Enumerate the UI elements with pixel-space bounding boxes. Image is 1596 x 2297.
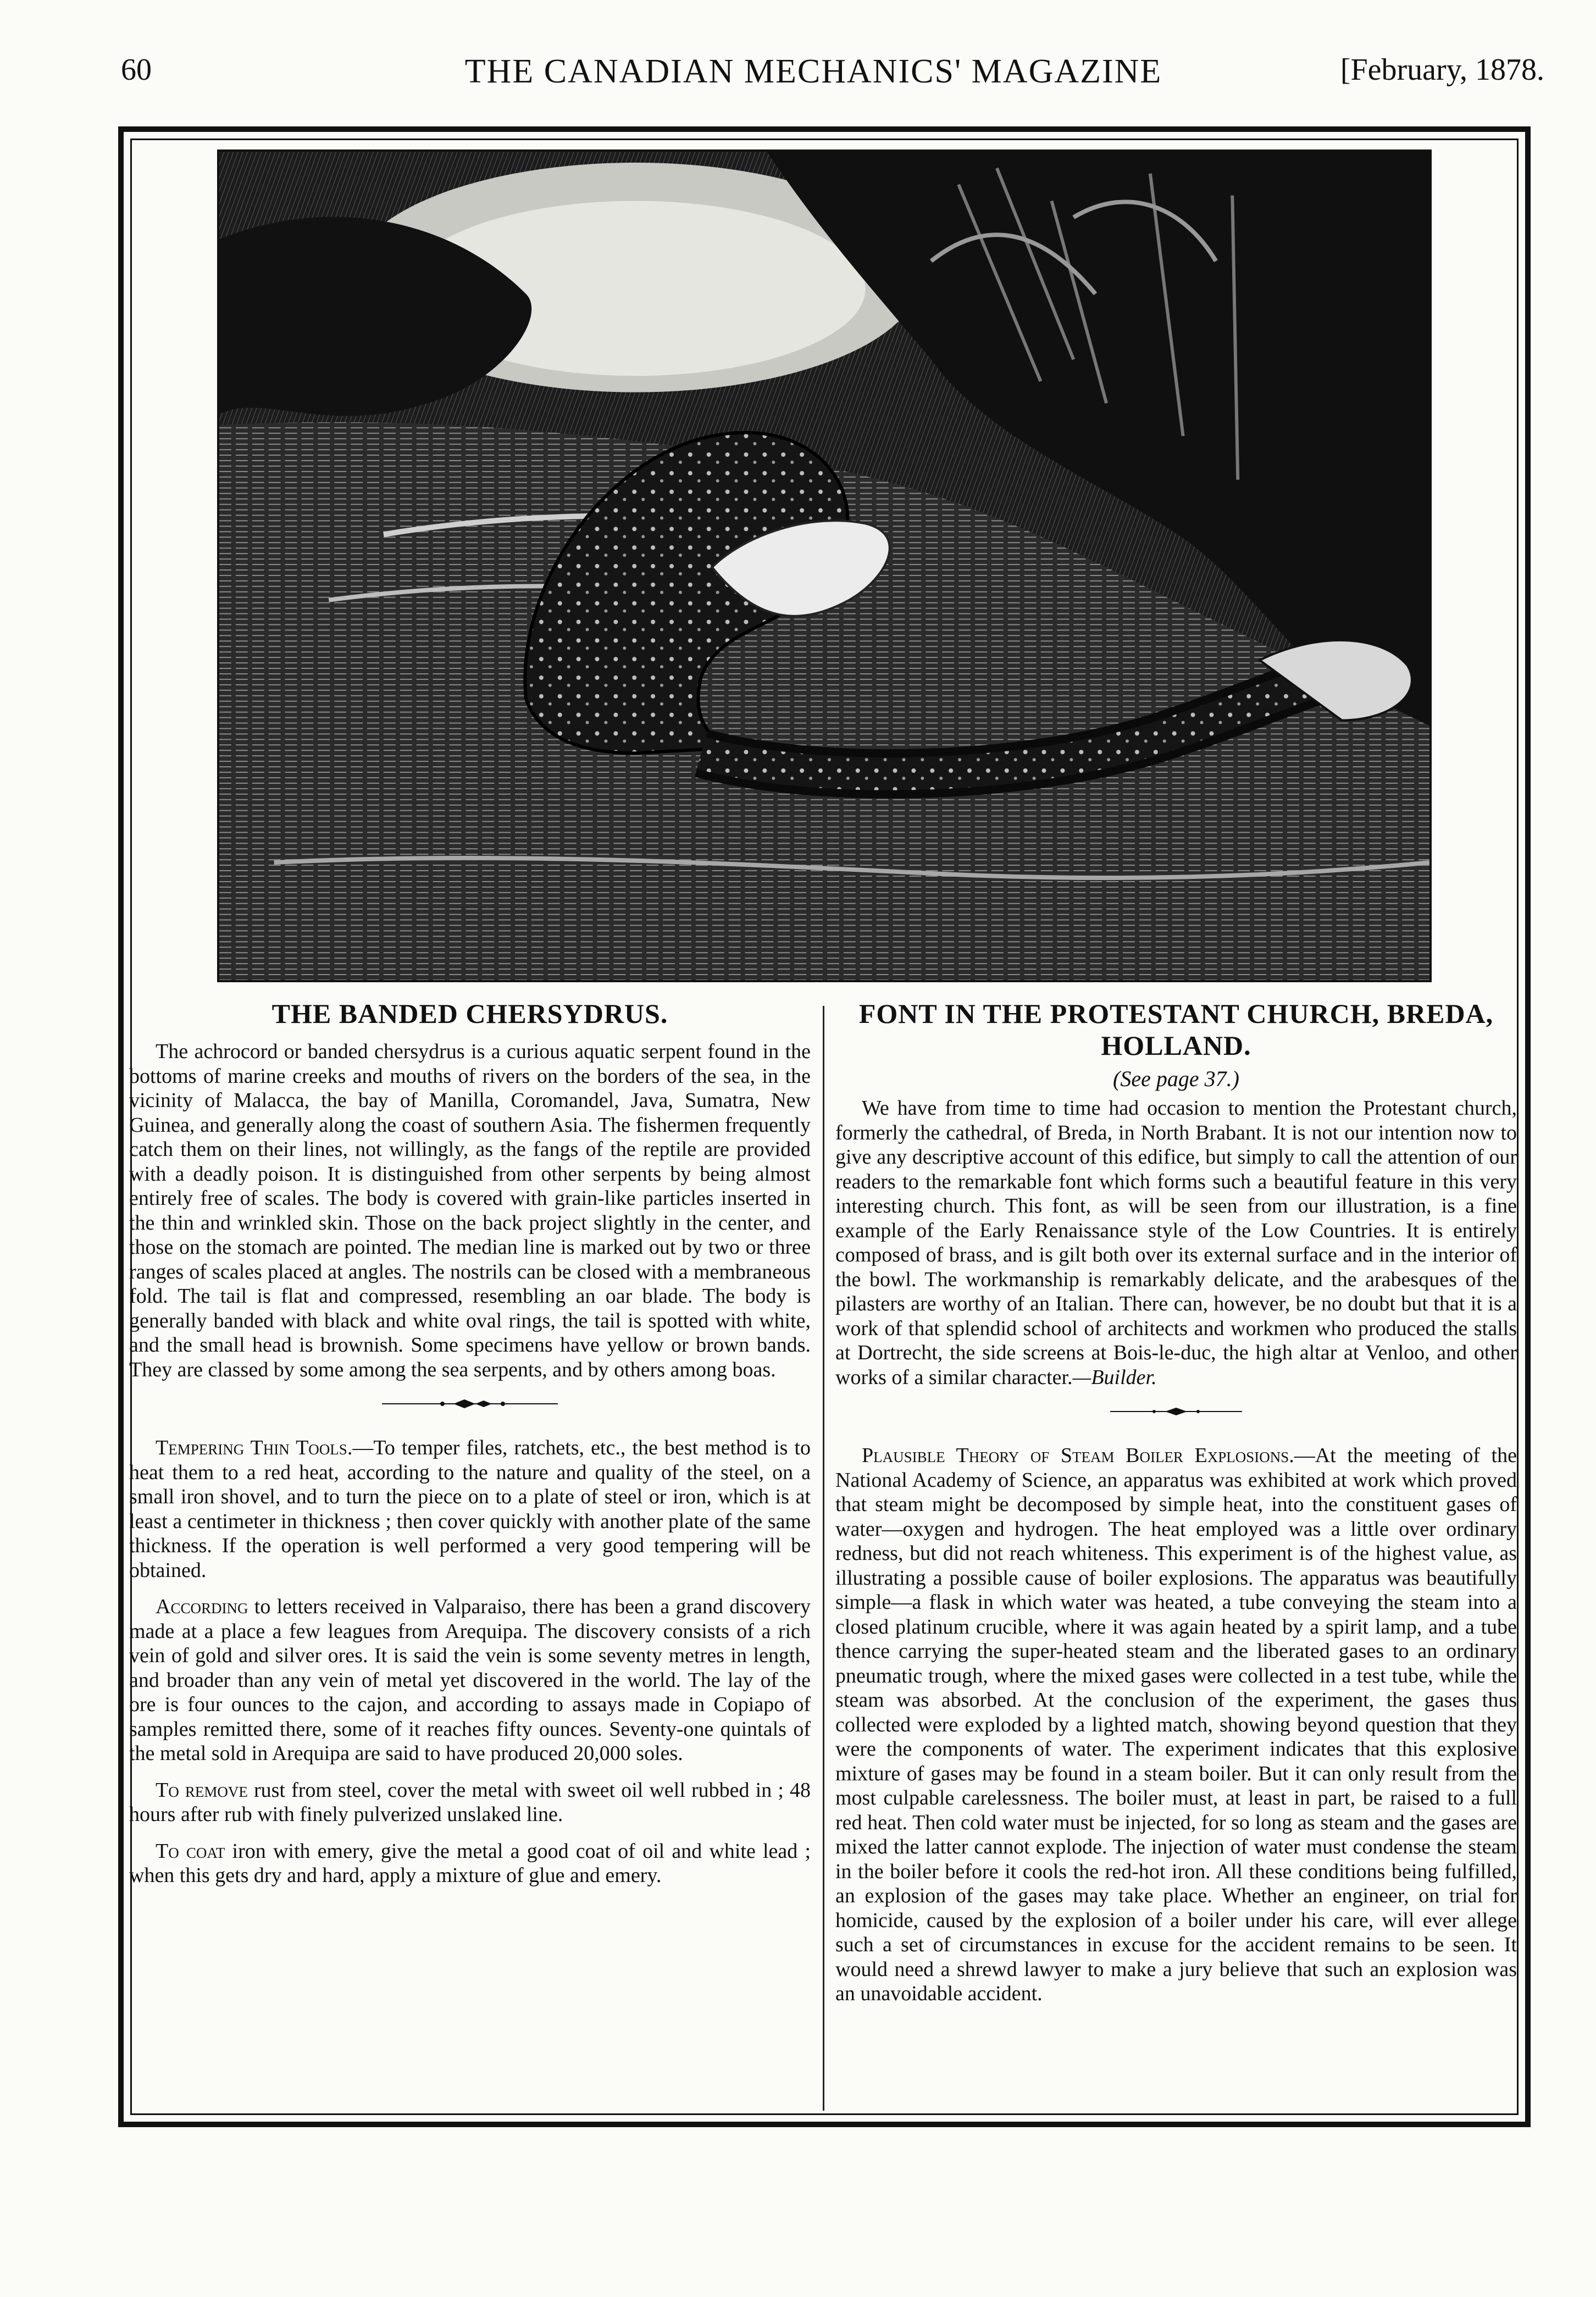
- article-body-font-breda: [835, 1096, 1517, 1390]
- article-source-builder: —Builder.: [1072, 1365, 1157, 1389]
- note-text-according: to letters received in Valparaiso, there has been a grand discovery made at a place a few leagues from Arequipa. The discovery consists of a rich vein of gold and silver ores. It is said the vein is some seventy metres in length, and broader than any vein of metal yet discovered in the world. The lay of the ore is four ounces to the cajon, and according to assays made in Copiapo of samples remitted there, some of it reaches fifty ounces. Seventy-one quintals of the metal sold in Arequipa are said to have produced 20,000 soles.: [129, 1595, 811, 1765]
- note-text-tempering: —To temper files, ratchets, etc., the best method is to heat them to a red heat, according to the nature and quality of the steel, on a small iron shovel, and to turn the piece on to a plate of steel or iron, which is at least a centimeter in thickness ; then cover quickly with another plate of the same thickness. If the operation is well performed a very good tempering will be obtained.: [129, 1436, 811, 1582]
- issue-date: [February, 1878.: [1340, 53, 1544, 87]
- article-body-chersydrus: The achrocord or banded chersydrus is a curious aquatic serpent found in the bottoms of marine creeks and mouths of rivers on the borders of the sea, in the vicinity of Malacca, the bay of Manilla, Coromandel, Java, Sumatra, New Guinea, and generally along the coast of southern Asia. The fishermen frequently catch them on their lines, not willingly, as the fangs of the reptile are provided with a deadly poison. It is distinguished from other serpents by being almost entirely free of scales. The body is covered with grain-like particles inserted in the thin and wrinkled skin. Those on the back project slightly in the center, and those on the stomach are pointed. The median line is marked out by two or three ranges of scales placed at angles. The nostrils can be closed with a membraneous fold. The tail is flat and compressed, resembling an oar blade. The body is generally banded with black and white oval rings, the tail is spotted with white, and the small head is brownish. Some specimens have yellow or brown bands. They are classed by some among the sea serpents, and by others among boas.: [129, 1040, 811, 1381]
- page-number: 60: [121, 53, 152, 87]
- note-valparaiso-discovery: [129, 1595, 811, 1766]
- note-text-steam-boiler: —At the meeting of the National Academy of Science, an apparatus was exhibited at work which proved that steam might be decomposed by simple heat, into the constituent gases of water—oxygen and hydrogen. The heat employed was a little over ordinary redness, but did not reach whiteness. This experiment is of the highest value, as illustrating a possible cause of boiler explosions. The apparatus was beautifully simple—a flask in which water was heated, a tube conveying the steam into a closed platinum crucible, where it was again heated by a spirit lamp, and a tube thence carrying the super-heated steam and the liberated gases to an ordinary pneumatic trough, where the mixed gases were collected in a test tube, while the steam was absorbed. At the conclusion of the experiment, the gases thus collected were exploded by a lighted match, showing beyond question that they were the components of water. The experiment indicates that this explosive mixture of gases may be found in a steam boiler. But it can only result from the most culpable carelessness. The boiler must, at least in part, be raised to a full red heat. Then cold water must be injected, for so long as steam and the gases are mixed the latter cannot explode. The injection of water must condense the steam in the boiler before it cools the red-hot iron. All these conditions being fulfilled, an explosion of the gases may take place. Whether an engineer, on trial for homicide, caused by the explosion of a boiler under his care, will ever allege such a set of circumstances in excuse for the accident remains to be seen. It would need a shrewd lawyer to make a jury believe that such an explosion was an unavoidable accident.: [835, 1444, 1517, 2005]
- note-lead-steam-boiler: Plausible Theory of Steam Boiler Explosions.: [862, 1444, 1294, 1467]
- right-column: [835, 998, 1517, 2018]
- ornament-divider: [129, 1397, 811, 1410]
- note-tempering-thin-tools: [129, 1436, 811, 1582]
- ornament-divider-right: [835, 1405, 1517, 1418]
- note-text-coat: iron with emery, give the metal a good coat of oil and white lead ; when this gets dry and hard, apply a mixture of glue and emery.: [129, 1839, 811, 1887]
- note-lead-coat: To coat: [156, 1839, 225, 1863]
- serpent-illustration-graphic: [219, 152, 1429, 980]
- note-remove-rust: [129, 1778, 811, 1827]
- left-column: [129, 998, 811, 1900]
- note-lead-according: According: [156, 1595, 248, 1618]
- running-header: [66, 52, 1561, 113]
- magazine-title: THE CANADIAN MECHANICS' MAGAZINE: [464, 53, 1162, 90]
- note-lead-remove: To remove: [156, 1778, 248, 1802]
- note-coat-iron: [129, 1839, 811, 1888]
- article-text-font-breda: We have from time to time had occasion to mention the Protestant church, formerly the cathedral, of Breda, in North Brabant. It is not our intention now to give any descriptive account of this edifice, but simply to call the attention of our readers to the remarkable font which forms such a beautiful feature in this very interesting church. This font, as will be seen from our illustration, is a fine example of the Early Renaissance style of the Low Countries. It is entirely composed of brass, and is gilt both over its external surface and in the interior of the bowl. The workmanship is remarkably delicate, and the arabesques of the pilasters are worthy of an Italian. There can, however, be no doubt but that it is a work of that splendid school of architects and workmen who produced the stalls at Dortrecht, the side screens at Bois-le-duc, the high altar at Venloo, and other works of a similar character.: [835, 1097, 1517, 1389]
- serpent-engraving: [217, 150, 1432, 982]
- article-subtitle-font-breda: (See page 37.): [1113, 1066, 1239, 1091]
- note-lead-tempering: Tempering Thin Tools.: [156, 1436, 353, 1459]
- note-text-remove: rust from steel, cover the metal with sweet oil well rubbed in ; 48 hours after rub with finely pulverized unslaked line.: [129, 1778, 811, 1826]
- article-title-font-breda: FONT IN THE PROTESTANT CHURCH, BREDA, HOLLAND.: [858, 998, 1494, 1061]
- article-title-chersydrus: THE BANDED CHERSYDRUS.: [271, 998, 668, 1029]
- column-divider: [823, 1006, 824, 2111]
- note-steam-boiler-explosions: [835, 1443, 1517, 2006]
